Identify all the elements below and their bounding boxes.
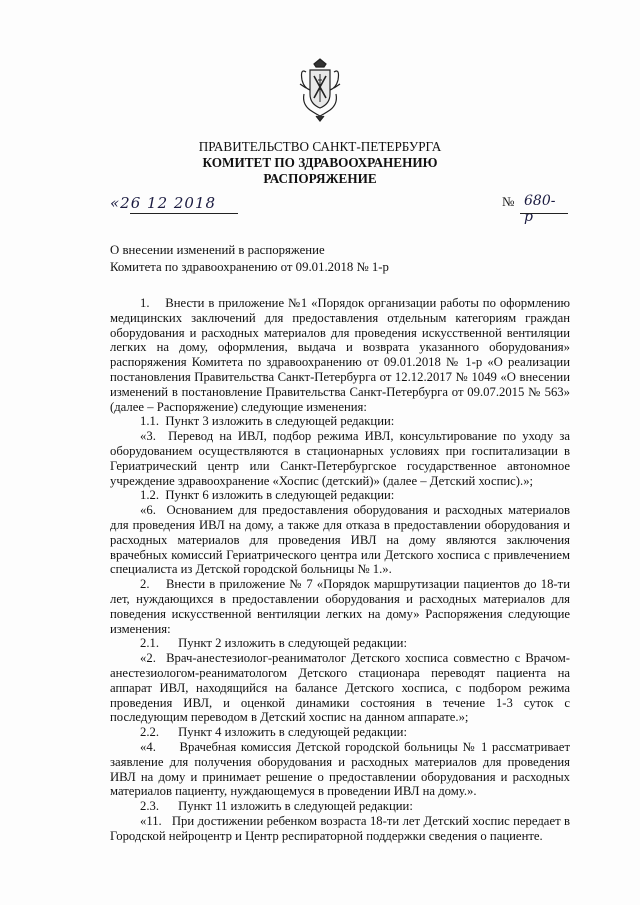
document-subject: [110, 242, 389, 276]
paragraph-2-1: 2.1. Пункт 2 изложить в следующей редакции:: [140, 636, 407, 651]
date-underline: [130, 213, 238, 214]
document-number: 680-р: [524, 193, 556, 225]
paragraph-1-1-text: «3. Перевод на ИВЛ, подбор режима ИВЛ, консультирование по уходу за оборудованием осуществляются в стационарных условиях при госпитализации в Гериатрический центр или Санкт-Петербургское государственное автономное учреждение здравоохранение «Хоспис (детский)» (далее – Детский хоспис).»;: [110, 429, 570, 488]
paragraph-1-1: 1.1. Пункт 3 изложить в следующей редакции:: [140, 414, 395, 429]
subject-line-1: О внесении изменений в распоряжение: [110, 243, 325, 257]
paragraph-2-1-text: «2. Врач-анестезиолог-реаниматолог Детского хосписа совместно с Врачом-анестезиологом-реаниматологом Детского стационара переводят пациента на аппарат ИВЛ, находящийся на балансе Детского хосписа, с подбором режима проведения ИВЛ, и оценкой динамики состояния в течение 1-3 суток с последующим переводом в Детский хоспис на данном аппарате.»;: [110, 651, 570, 725]
paragraph-2: 2. Внести в приложение № 7 «Порядок маршрутизации пациентов до 18-ти лет, нуждающихся в предоставлении оборудования и расходных материалов для поведения искусственной вентиляции легких на дому» Распоряжения следующие изменения:: [110, 577, 570, 636]
paragraph-2-2: 2.2. Пункт 4 изложить в следующей редакции:: [140, 725, 407, 740]
paragraph-1: 1. Внести в приложение №1 «Порядок организации работы по оформлению медицинских заключений для предоставления отдельным категориям граждан оборудования и расходных материалов для проведения искусственной вентиляции легких на дому, оформления, выдача и возврата указанного оборудования» распоряжения Комитета по здравоохранению от 09.01.2018 № 1-р «О реализации постановления Правительства Санкт-Петербурга от 12.12.2017 № 1049 «О внесении изменений в постановление Правительства Санкт-Петербурга от 09.07.2015 № 563» (далее – Распоряжение) следующие изменения:: [110, 296, 570, 414]
paragraph-2-2-text: «4. Врачебная комиссия Детской городской больницы № 1 рассматривает заявление для получения оборудования и расходных материалов для проведения ИВЛ на дому и принимает решение о предоставлении оборудования и расходных материалов пациенту, нуждающемуся в проведении ИВЛ на дому.».: [110, 739, 570, 799]
coat-of-arms-emblem: [296, 58, 344, 122]
subject-line-2: Комитета по здравоохранению от 09.01.2018 № 1-р: [110, 260, 389, 274]
government-title: ПРАВИТЕЛЬСТВО САНКТ-ПЕТЕРБУРГА: [198, 139, 442, 154]
date-number-line: [110, 193, 556, 225]
number-sign: №: [502, 194, 515, 209]
paragraph-1-2-text: «6. Основанием для предоставления оборудования и расходных материалов для проведения ИВЛ на дому, а также для отказа в предоставлении оборудования и расходных материалов для проведения ИВЛ на дому являются заключения врачебных комиссий Гериатрического центра или Детского хосписа с привлечением специалиста из Детской городской больницы № 1.».: [110, 503, 570, 577]
document-type-title: РАСПОРЯЖЕНИЕ: [263, 171, 377, 186]
document-date: «26 12 2018: [110, 194, 217, 212]
document-body: [110, 296, 570, 843]
paragraph-2-3-text: «11. При достижении ребенком возраста 18-ти лет Детский хоспис передает в Городской нейроцентр и Центр респираторной поддержки сведения о пациенте.: [110, 813, 570, 843]
committee-title: КОМИТЕТ ПО ЗДРАВООХРАНЕНИЮ: [202, 155, 438, 170]
number-underline: [520, 213, 568, 214]
paragraph-1-2: 1.2. Пункт 6 изложить в следующей редакции:: [140, 488, 395, 503]
paragraph-2-3: 2.3. Пункт 11 изложить в следующей редакции:: [140, 799, 413, 814]
